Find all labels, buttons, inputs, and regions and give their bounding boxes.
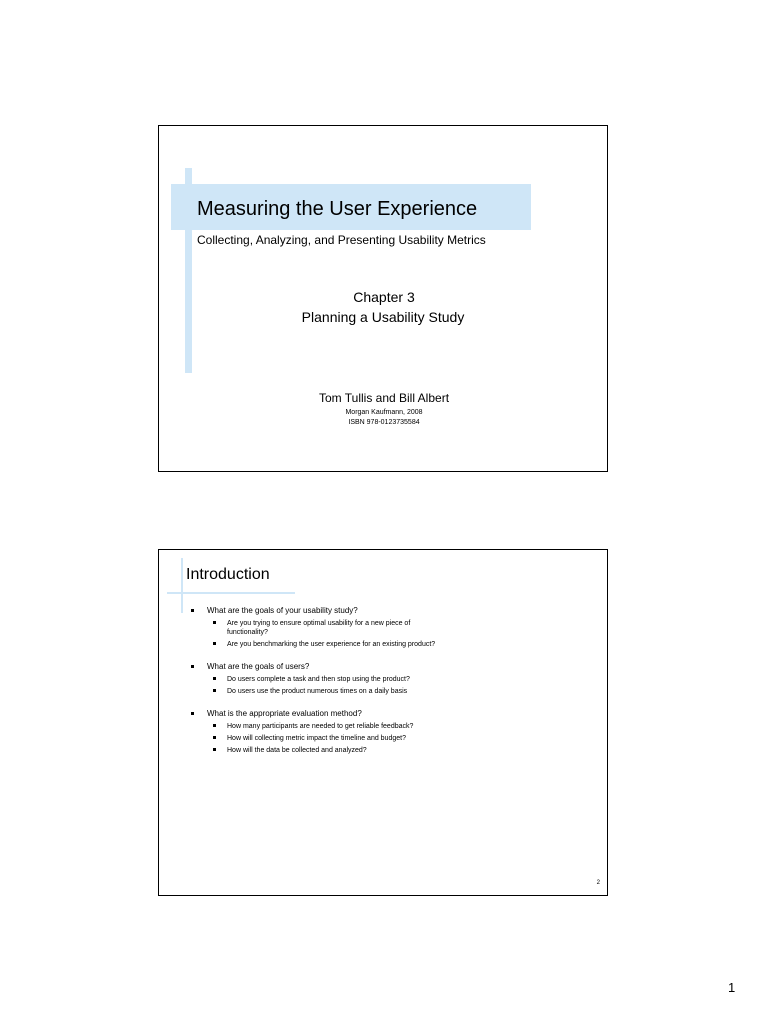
square-bullet-icon bbox=[213, 748, 216, 751]
sub-bullet-text: How will collecting metric impact the timeline and budget? bbox=[227, 735, 406, 742]
slide-title: Measuring the User Experience bbox=[197, 198, 478, 220]
sub-bullet-item bbox=[187, 722, 447, 731]
bullet-item bbox=[187, 606, 447, 616]
slide-subtitle: Collecting, Analyzing, and Presenting Usability Metrics bbox=[197, 233, 486, 247]
sub-bullet-item bbox=[187, 640, 447, 649]
sub-bullet-item bbox=[187, 687, 447, 696]
page-number: 1 bbox=[728, 980, 736, 995]
slide-number: 2 bbox=[596, 880, 600, 886]
square-bullet-icon bbox=[213, 736, 216, 739]
sub-bullet-item bbox=[187, 734, 447, 743]
chapter-number: Chapter 3 bbox=[353, 289, 415, 305]
authors: Tom Tullis and Bill Albert bbox=[318, 391, 450, 405]
bullet-text: What are the goals of users? bbox=[207, 662, 310, 671]
bullet-group bbox=[187, 709, 447, 755]
sub-bullet-item bbox=[187, 675, 447, 684]
sub-bullet-text: How will the data be collected and analyzed? bbox=[227, 747, 367, 754]
title-slide bbox=[158, 125, 608, 472]
sub-bullet-text: Are you benchmarking the user experience for an existing product? bbox=[227, 641, 436, 648]
accent-horizontal-line bbox=[167, 592, 295, 594]
square-bullet-icon bbox=[191, 712, 194, 715]
slide-title: Introduction bbox=[186, 566, 270, 583]
sub-bullet-text: How many participants are needed to get reliable feedback? bbox=[227, 723, 414, 730]
bullet-group bbox=[187, 606, 447, 649]
bullet-text: What are the goals of your usability study? bbox=[207, 606, 358, 615]
isbn: ISBN 978-0123735584 bbox=[348, 419, 420, 426]
bullet-list bbox=[187, 606, 447, 768]
square-bullet-icon bbox=[213, 689, 216, 692]
sub-bullet-item bbox=[187, 746, 447, 755]
bullet-item bbox=[187, 662, 447, 672]
accent-vertical-line bbox=[181, 558, 183, 613]
square-bullet-icon bbox=[191, 665, 194, 668]
sub-bullet-text: Do users use the product numerous times on a daily basis bbox=[227, 688, 408, 695]
square-bullet-icon bbox=[191, 609, 194, 612]
square-bullet-icon bbox=[213, 642, 216, 645]
sub-bullet-item bbox=[187, 619, 447, 637]
bullet-text: What is the appropriate evaluation method? bbox=[207, 709, 362, 718]
sub-bullet-text: Do users complete a task and then stop using the product? bbox=[227, 676, 410, 683]
introduction-slide bbox=[158, 549, 608, 896]
square-bullet-icon bbox=[213, 724, 216, 727]
bullet-item bbox=[187, 709, 447, 719]
square-bullet-icon bbox=[213, 677, 216, 680]
bullet-group bbox=[187, 662, 447, 696]
square-bullet-icon bbox=[213, 621, 216, 624]
publisher: Morgan Kaufmann, 2008 bbox=[345, 409, 423, 416]
sub-bullet-text: Are you trying to ensure optimal usability for a new piece of functionality? bbox=[227, 620, 411, 636]
chapter-title: Planning a Usability Study bbox=[301, 309, 465, 325]
